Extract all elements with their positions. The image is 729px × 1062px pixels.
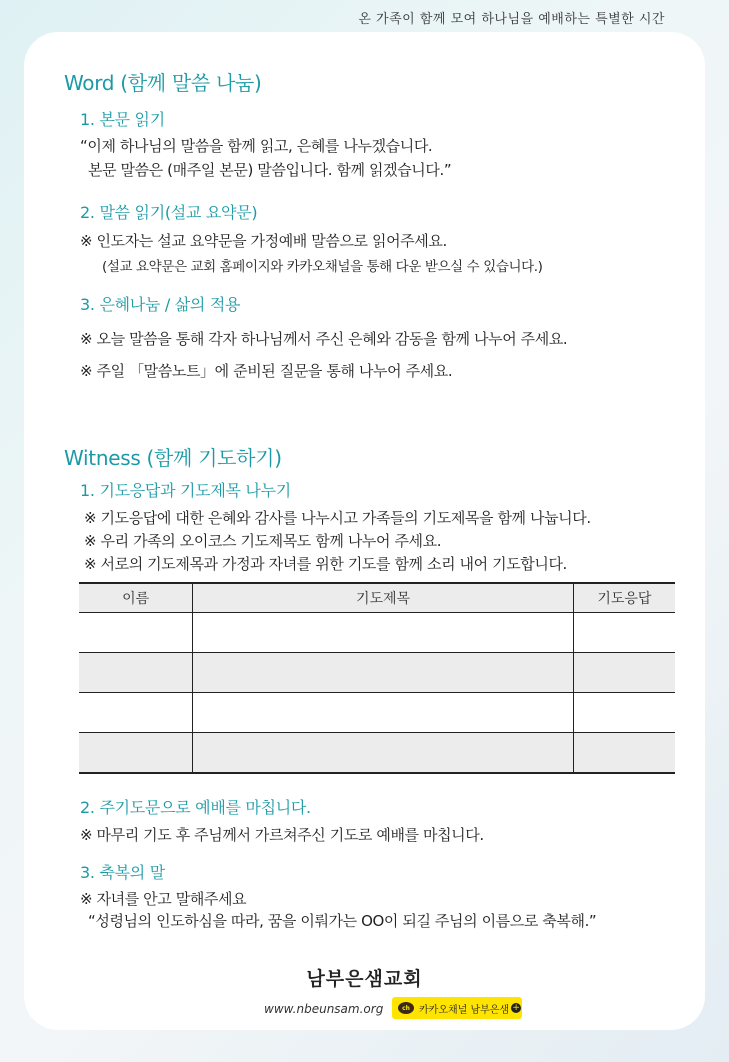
table-row bbox=[79, 613, 675, 653]
cell-prayer-topic[interactable] bbox=[193, 613, 574, 653]
kakao-channel-label: 카카오채널 남부은샘 bbox=[419, 1004, 510, 1016]
witness-step1-line3: ※ 서로의 기도제목과 가정과 자녀를 위한 기도를 함께 소리 내어 기도합니다. bbox=[84, 555, 567, 573]
top-caption: 온 가족이 함께 모여 하나님을 예배하는 특별한 시간 bbox=[358, 12, 665, 27]
header-prayer-answer: 기도응답 bbox=[573, 583, 675, 613]
cell-name[interactable] bbox=[79, 693, 193, 733]
word-section-title: Word (함께 말씀 나눔) bbox=[64, 71, 262, 95]
worship-guide-card bbox=[24, 32, 705, 1030]
header-name: 이름 bbox=[79, 583, 193, 613]
kakao-channel-icon: ch bbox=[398, 1002, 414, 1014]
witness-step3-line1: ※ 자녀를 안고 말해주세요 bbox=[80, 890, 247, 908]
witness-step3-line2: “성령님의 인도하심을 따라, 꿈을 이뤄가는 OO이 되길 주님의 이름으로 축복해.” bbox=[88, 912, 597, 930]
prayer-table bbox=[79, 582, 675, 774]
word-step1-line1: “이제 하나님의 말씀을 함께 읽고, 은혜를 나누겠습니다. bbox=[80, 137, 433, 155]
word-step1-title: 1. 본문 읽기 bbox=[80, 110, 165, 129]
cell-name[interactable] bbox=[79, 653, 193, 693]
witness-section-title: Witness (함께 기도하기) bbox=[64, 446, 282, 470]
cell-prayer-answer[interactable] bbox=[573, 693, 675, 733]
header-prayer-topic: 기도제목 bbox=[193, 583, 574, 613]
table-row bbox=[79, 693, 675, 733]
witness-step3-title: 3. 축복의 말 bbox=[80, 863, 165, 882]
table-row bbox=[79, 653, 675, 693]
church-logo: 남부은샘교회 bbox=[306, 968, 423, 990]
cell-name[interactable] bbox=[79, 613, 193, 653]
witness-step2-title: 2. 주기도문으로 예배를 마칩니다. bbox=[80, 798, 311, 817]
witness-step1-line1: ※ 기도응답에 대한 은혜와 감사를 나누시고 가족들의 기도제목을 함께 나눕니다. bbox=[84, 509, 591, 527]
cell-prayer-topic[interactable] bbox=[193, 693, 574, 733]
cell-prayer-answer[interactable] bbox=[573, 733, 675, 774]
prayer-table-header bbox=[79, 583, 675, 613]
kakao-channel-badge[interactable] bbox=[392, 997, 522, 1019]
word-step3-line1: ※ 오늘 말씀을 통해 각자 하나님께서 주신 은혜와 감동을 함께 나누어 주세요. bbox=[80, 330, 568, 348]
plus-icon: + bbox=[512, 1002, 520, 1013]
cell-prayer-topic[interactable] bbox=[193, 733, 574, 774]
witness-step1-line2: ※ 우리 가족의 오이코스 기도제목도 함께 나누어 주세요. bbox=[84, 532, 442, 550]
word-step3-line2: ※ 주일 「말씀노트」에 준비된 질문을 통해 나누어 주세요. bbox=[80, 362, 453, 380]
cell-prayer-answer[interactable] bbox=[573, 653, 675, 693]
cell-name[interactable] bbox=[79, 733, 193, 774]
word-step2-title: 2. 말씀 읽기(설교 요약문) bbox=[80, 203, 258, 222]
word-step3-title: 3. 은혜나눔 / 삶의 적용 bbox=[80, 295, 241, 314]
cell-prayer-topic[interactable] bbox=[193, 653, 574, 693]
witness-step2-line1: ※ 마무리 기도 후 주님께서 가르쳐주신 기도로 예배를 마칩니다. bbox=[80, 826, 484, 844]
website-link[interactable]: www.nbeunsam.org bbox=[264, 1002, 384, 1016]
word-step2-line2: (설교 요약문은 교회 홈페이지와 카카오채널을 통해 다운 받으실 수 있습니다.) bbox=[102, 259, 543, 275]
witness-step1-title: 1. 기도응답과 기도제목 나누기 bbox=[80, 481, 291, 500]
table-row bbox=[79, 733, 675, 774]
word-step2-line1: ※ 인도자는 설교 요약문을 가정예배 말씀으로 읽어주세요. bbox=[80, 232, 447, 250]
cell-prayer-answer[interactable] bbox=[573, 613, 675, 653]
word-step1-line2: 본문 말씀은 (매주일 본문) 말씀입니다. 함께 읽겠습니다.” bbox=[88, 161, 452, 179]
